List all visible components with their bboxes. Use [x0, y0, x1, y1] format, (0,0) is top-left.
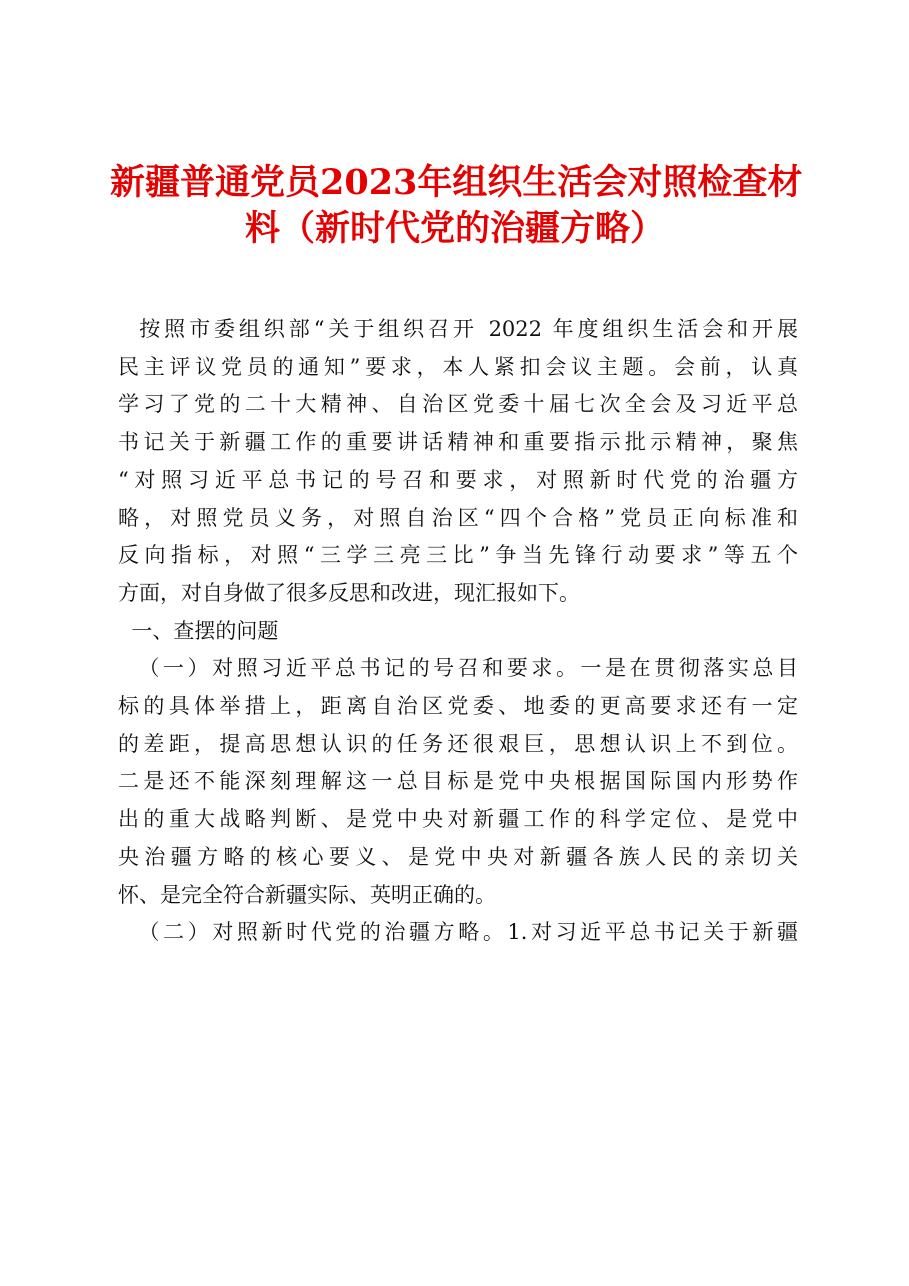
body-line-15: 央治疆方略的核心要义、是党中央对新疆各族人民的亲切关 [118, 844, 798, 869]
body-line-5: “对照习近平总书记的号召和要求，对照新时代党的治疆方 [118, 467, 798, 492]
body-line-16: 怀、是完全符合新疆实际、英明正确的。 [118, 882, 496, 907]
document-title [110, 160, 803, 252]
body-line-2: 民主评议党员的通知”要求，本人紧扣会议主题。会前，认真 [118, 354, 798, 379]
section-heading-1: 一、查摆的问题 [118, 618, 279, 643]
body-line-8: 方面，对自身做了很多反思和改进，现汇报如下。 [118, 580, 580, 605]
body-line-4: 书记关于新疆工作的重要讲话精神和重要指示批示精神，聚焦 [118, 430, 798, 455]
body-line-6: 略，对照党员义务，对照自治区“四个合格”党员正向标准和 [118, 505, 798, 530]
body-line-10: （一）对照习近平总书记的号召和要求。一是在贯彻落实总目 [118, 656, 798, 681]
body-line-14: 出的重大战略判断、是党中央对新疆工作的科学定位、是党中 [118, 807, 798, 832]
body-line-7: 反向指标，对照“三学三亮三比”争当先锋行动要求”等五个 [118, 543, 798, 568]
title-line-1: 新疆普通党员2023年组织生活会对照检查材 [110, 162, 803, 203]
body-line-1: 按照市委组织部“关于组织召开 2022 年度组织生活会和开展 [118, 317, 798, 341]
body-line-17: （二）对照新时代党的治疆方略。1.对习近平总书记关于新疆 [118, 920, 798, 945]
document-body [118, 311, 798, 952]
body-line-11: 标的具体举措上，距离自治区党委、地委的更高要求还有一定 [118, 694, 798, 719]
body-line-3: 学习了党的二十大精神、自治区党委十届七次全会及习近平总 [118, 392, 798, 417]
body-line-12: 的差距，提高思想认识的任务还很艰巨，思想认识上不到位。 [118, 731, 798, 756]
title-line-2: 料（新时代党的治疆方略） [244, 208, 665, 249]
body-line-13: 二是还不能深刻理解这一总目标是党中央根据国际国内形势作 [118, 769, 798, 794]
